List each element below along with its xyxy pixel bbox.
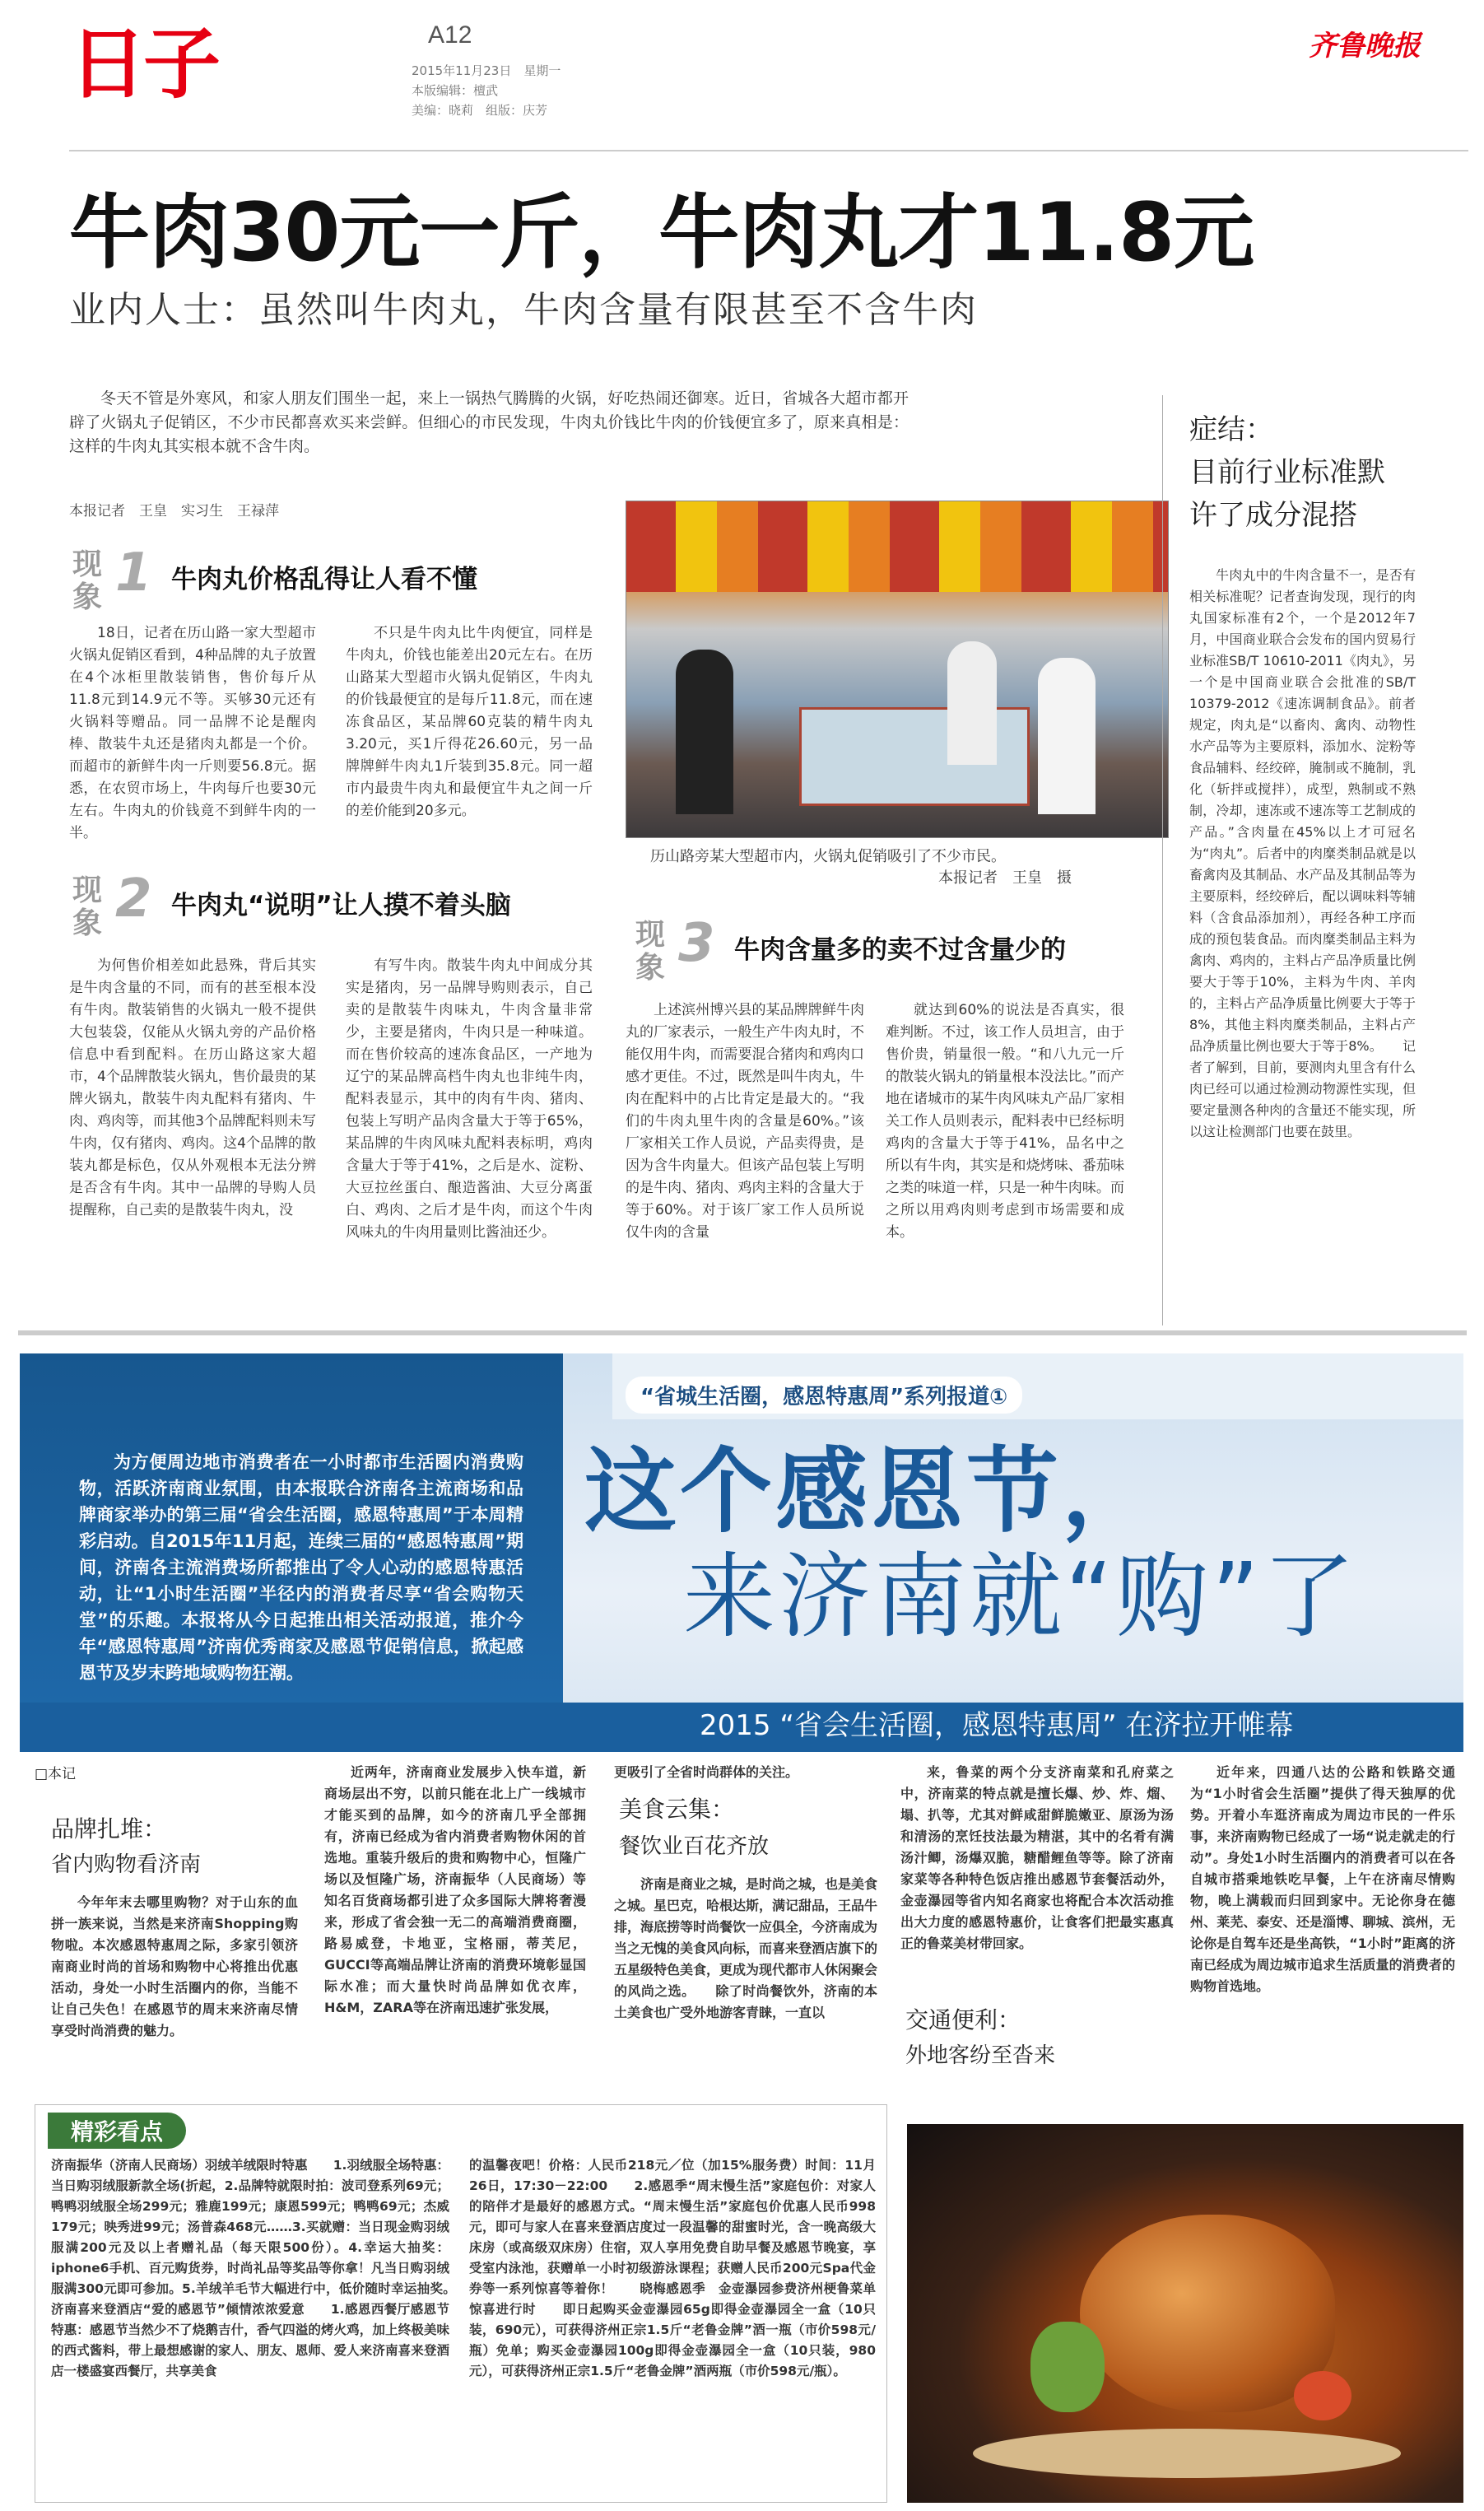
- section-1-col2: 不只是牛肉丸比牛肉便宜，同样是牛肉丸，价钱也能差出20元左右。在历山路某大型超市火锅丸促销区，牛肉丸的价钱最便宜的是每斤11.8元，而在速冻食品区，某品牌60克装的精牛肉丸3.20元，买1斤得花26.60元，另一品牌牌鲜牛肉丸1斤装到35.8元。同一超市内最贵牛肉丸和最便宜牛丸之间一斤的差价能到20多元。: [346, 625, 593, 819]
- page-number: A12: [428, 21, 472, 49]
- section-1-col1: 18日，记者在历山路一家大型超市火锅丸促销区看到，4种品牌的丸子放置在4个冰柜里散装销售，售价每斤从11.8元到14.9元不等。买够30元还有火锅料等赠品。同一品牌不论是醒肉棒、散装牛丸还是猪肉丸都是一个价。而超市的新鲜牛肉一斤则要56.8元。据悉，在农贸市场上，牛肉每斤也要30元左右。牛肉丸的价钱竟不到鲜牛肉的一半。: [69, 625, 316, 841]
- section-3-number: 3: [678, 913, 715, 974]
- highlights-header: 精彩看点: [48, 2113, 186, 2149]
- section-2-title: 牛肉丸“说明”让人摸不着头脑: [171, 891, 511, 920]
- section-3-title: 牛肉含量多的卖不过含量少的: [734, 935, 1066, 965]
- promo-byline: □本记: [35, 1766, 77, 1782]
- headline: 牛肉30元一斤，牛肉丸才11.8元: [69, 186, 1254, 280]
- promo-col5-body: 近年来，四通八达的公路和铁路交通为“1小时省会生活圈”提供了得天独厚的优势。开着小车逛济南成为周边市民的一件乐事，来济南购物已经成了一场“说走就走的行动”。身处1小时生活圈内的消费者可以在各自城市搭乘地铁吃早餐，上午在济南尽情购物，晚上满载而归回到家中。无论你身在德州、莱芜、泰安、还是淄博、聊城、滨州，无论你是自驾车还是坐高铁，“1小时”距离的济南已经成为周边城市追求生活质量的消费者的购物首选地。: [1190, 1764, 1455, 1994]
- promo-col3-lead: 更吸引了全省时尚群体的关注。: [614, 1764, 799, 1780]
- promo-title-2: 来济南就“购”了: [683, 1544, 1359, 1651]
- photo-caption: 历山路旁某大型超市内，火锅丸促销吸引了不少市民。: [650, 848, 1006, 865]
- section-2-tag: 现象: [72, 873, 102, 940]
- byline: 本报记者 王皇 实习生 王禄萍: [69, 503, 279, 519]
- section-3-col1: 上述滨州博兴县的某品牌牌鲜牛肉丸的厂家表示，一般生产牛肉丸时，不能仅用牛肉，而需要混合猪肉和鸡肉口感才更佳。不过，既然是叫牛肉丸，牛肉在配料中的占比肯定是最大的。“我们的牛肉丸里牛肉的含量是60%。”该厂家相关工作人员说，产品卖得贵，是因为含牛肉量大。但该产品包装上写明的是牛肉、猪肉、鸡肉主料的含量大于等于60%。对于该厂家工作人员所说仅牛肉的含量: [626, 1002, 864, 1241]
- section-1-tag: 现象: [72, 547, 102, 614]
- issue-date: 2015年11月23日 星期一: [412, 63, 561, 78]
- promo-col1-head2: 省内购物看济南: [51, 1852, 202, 1877]
- promo-col4-head2: 外地客纷至沓来: [905, 2043, 1056, 2068]
- promo-subtitle: 2015 “省会生活圈，感恩特惠周” 在济拉开帷幕: [700, 1709, 1294, 1742]
- promo-col3-body: 济南是商业之城，是时尚之城，也是美食之城。星巴克，哈根达斯，满记甜品，王品牛排，海底捞等时尚餐饮一应俱全，今济南成为当之无愧的美食风向标，而喜来登酒店旗下的五星级特色美食，更成为现代都市人休闲聚会的风尚之选。 除了时尚餐饮外，济南的本土美食也广受外地游客青睐，一直以: [614, 1876, 878, 2020]
- photo-credit: 本报记者 王皇 摄: [938, 869, 1072, 887]
- section-3-col2: 就达到60%的说法是否真实，很难判断。不过，该工作人员坦言，由于售价贵，销量很一般。“和八九元一斤的散装火锅丸的销量根本没法比。”而产地在诸城市的某牛肉风味丸产品厂家相关工作人员则表示，配料表中已经标明鸡肉的含量大于等于41%，品名中之所以有牛肉，其实是和烧烤味、番茄味之类的味道一样，只是一种牛肉味。而之所以用鸡肉则考虑到市场需要和成本。: [886, 1002, 1124, 1241]
- promo-intro: 为方便周边地市消费者在一小时都市生活圈内消费购物，活跃济南商业氛围，由本报联合济南各主流商场和品牌商家举办的第三届“省会生活圈，感恩特惠周”于本周精彩启动。自2015年11月起，连续三届的“感恩特惠周”期间，济南各主流消费场所都推出了令人心动的感恩特惠活动，让“1小时生活圈”半径内的消费者尽享“省会购物天堂”的乐趣。本报将从今日起推出相关活动报道，推介今年“感恩特惠周”济南优秀商家及感恩节促销信息，掀起感恩节及岁末跨地域购物狂潮。: [79, 1452, 523, 1683]
- section-1-title: 牛肉丸价格乱得让人看不懂: [171, 565, 477, 594]
- page-editor: 本版编辑：檀武: [412, 83, 499, 98]
- sidebar-label: 症结：: [1189, 413, 1273, 446]
- newspaper-name: 齐鲁晚报: [1309, 30, 1421, 63]
- section-1-number: 1: [115, 543, 152, 603]
- promo-series-tag: “省城生活圈，感恩特惠周”系列报道①: [626, 1377, 1022, 1414]
- roast-chicken-photo: [907, 2124, 1463, 2503]
- promo-title-1: 这个感恩节，: [584, 1438, 1157, 1545]
- page-logo: 日子: [69, 20, 218, 109]
- lead-paragraph: 冬天不管是外寒风，和家人朋友们围坐一起，来上一锅热气腾腾的火锅，好吃热闹还御寒。近日，省城各大超市都开辟了火锅丸子促销区，不少市民都喜欢买来尝鲜。但细心的市民发现，牛肉丸价钱比牛肉的价钱便宜多了，原来真相是：这样的牛肉丸其实根本就不含牛肉。: [69, 389, 909, 455]
- sidebar-body: 牛肉丸中的牛肉含量不一，是否有相关标准呢？记者查询发现，现行的肉丸国家标准有2个，一个是2012年7月，中国商业联合会发布的国内贸易行业标准SB/T 10610-2011《肉丸》，另一个是中国商业联合会批准的SB/T 10379-2012《速冻调制食品》。前者规定，肉丸是“以畜肉、禽肉、动物性水产品等为主要原料，添加水、淀粉等食品辅料、经绞碎，腌制或不腌制，乳化（斩拌或搅拌），成型，熟制或不熟制，冷却，速冻或不速冻等工艺制成的产品。”含肉量在45%以上才可冠名为“肉丸”。后者中的肉糜类制品就是以畜禽肉及其制品、水产品及其制品等为主要原料，经绞碎后，配以调味料等辅料（含食品添加剂），再经各种工序而成的预包装食品。而肉糜类制品主料为禽肉、鸡肉的，主料占产品净质量比例要大于等于10%，主料为牛肉、羊肉的，主料占产品净质量比例要大于等于8%，其他主料肉糜类制品，主料占产品净质量比例也要大于等于8%。 记者了解到，目前，要测肉丸里含有什么肉已经可以通过检测动物源性实现，但要定量测各种肉的含量还不能实现，所以这让检测部门也要在鼓里。: [1189, 567, 1416, 1139]
- page-designer: 美编：晓莉 组版：庆芳: [412, 103, 548, 118]
- promo-col3-head2: 餐饮业百花齐放: [619, 1834, 770, 1859]
- promo-col4-body: 来，鲁菜的两个分支济南菜和孔府菜之中，济南菜的特点就是擅长爆、炒、炸、熘、塌、扒等，尤其对鲜咸甜鲜脆嫩亚、原汤为汤和清汤的烹饪技法最为精湛，其中的名肴有满汤汁鲫，汤爆双脆，糖醋鲤鱼等等。除了济南家菜等各种特色饭店推出感恩节套餐活动外，金壶瀑园等省内知名商家也将配合本次活动推出大力度的感恩特惠价，让食客们把最实惠真正的鲁菜美材带回家。: [900, 1764, 1174, 1951]
- section-2-number: 2: [115, 869, 152, 929]
- promo-col4-head1: 交通便利：: [905, 2006, 1021, 2033]
- sidebar-title: 目前行业标准默许了成分混搭: [1189, 456, 1385, 532]
- section-2-col2: 有写牛肉。散装牛肉丸中间成分其实是猪肉，另一品牌导购则表示，自己卖的是散装牛肉味丸，牛肉含量非常少，主要是猪肉，牛肉只是一种味道。而在售价较高的速冻食品区，一产地为辽宁的某品牌高档牛肉丸也非纯牛肉，配料表显示，其中的肉有牛肉、猪肉、包装上写明产品肉含量大于等于65%，某品牌的牛肉风味丸配料表标明，鸡肉含量大于等于41%，之后是水、淀粉、大豆拉丝蛋白、酿造酱油、大豆分离蛋白、鸡肉、之后才是牛肉，而这个牛肉风味丸的牛肉用量则比酱油还少。: [346, 957, 593, 1241]
- header-rule: [69, 150, 1468, 151]
- headline-subtitle: 业内人士：虽然叫牛肉丸，牛肉含量有限甚至不含牛肉: [69, 289, 978, 331]
- promo-col2-body: 近两年，济南商业发展步入快车道，新商场层出不穷，以前只能在北上广一线城市才能买到的品牌，如今的济南几乎全部拥有，济南已经成为省内消费者购物休闲的首选地。重装升级后的贵和购物中心，恒隆广场以及恒隆广场，济南振华（人民商场）等知名百货商场都引进了众多国际大牌将奢漫来，形成了省会独一无二的高端消费商圈，路易威登，卡地亚，宝格丽，蒂芙尼，GUCCI等高端品牌让济南的消费环境彰显国际水准；而大量快时尚品牌如优衣库，H&M，ZARA等在济南迅速扩张发展，: [324, 1764, 586, 2015]
- promo-col1-body: 今年年末去哪里购物？对于山东的血拼一族来说，当然是来济南Shopping购物啦。本次感恩特惠周之际，多家引领济南商业时尚的首场和购物中心将推出优惠活动，身处一小时生活圈内的你，当能不让自己失色！在感恩节的周末来济南尽情享受时尚消费的魅力。: [51, 1894, 298, 2038]
- highlights-left: 济南振华（济南人民商场）羽绒羊绒限时特惠 1.羽绒服全场特惠：当日购羽绒服新款全场(折起，2.品牌特就限时拍：波司登系列69元；鸭鸭羽绒服全场299元；雅鹿199元；康恩599元；鸭鸭69元；杰威179元；映秀进99元；汤普森468元……3.买就赠：当日现金购羽绒服满200元及以上者赠礼品（每天限500份）。4.幸运大抽奖：iphone6手机、百元购货券，时尚礼品等奖品等你拿！凡当日购羽绒服满300元即可参加。5.羊绒羊毛节大幅进行中，低价随时幸运抽奖。 济南喜来登酒店“爱的感恩节”倾情浓浓爱意 1.感恩西餐厅感恩节特惠：感恩节当然少不了烧鹅吉什，香气四溢的烤火鸡，加上终极美味的西式酱料，带上最想感谢的家人、朋友、恩师、爱人来济南喜来登酒店一楼盛宴西餐厅，共享美食: [51, 2158, 476, 2378]
- market-photo: [626, 501, 1169, 838]
- promo-col1-head1: 品牌扎堆：: [51, 1815, 167, 1842]
- sidebar-divider: [1162, 395, 1163, 1325]
- article-rule: [18, 1330, 1467, 1335]
- section-3-tag: 现象: [635, 918, 665, 985]
- highlights-right: 的温馨夜吧！价格：人民币218元／位（加15%服务费）时间：11月26日，17:30－22:00 2.感恩季“周末慢生活”家庭包价：对家人的陪伴才是最好的感恩方式。“周末慢生活”家庭包价优惠人民币998元，即可与家人在喜来登酒店度过一段温馨的甜蜜时光，含一晚高级大床房（或高级双床房）住宿，双人享用免费自助早餐及感恩节晚宴，享受室内泳池，获赠单一小时初级游泳课程；获赠人民币200元Spa代金券等一系列惊喜等着你！ 晓梅感恩季 金壶瀑园参费济州梗鲁菜单惊喜进行时 即日起购买金壶瀑园65g即得金壶瀑园全一盒（10只装，690元），可获得济州正宗1.5斤“老鲁金牌”酒一瓶（市价598元/瓶）免单；购买金壶瀑园100g即得金壶瀑园全一盒（10只装，980元），可获得济州正宗1.5斤“老鲁金牌”酒两瓶（市价598元/瓶）。: [469, 2158, 876, 2378]
- section-2-col1: 为何售价相差如此悬殊，背后其实是牛肉含量的不同，而有的甚至根本没有牛肉。散装销售的火锅丸一般不提供大包装袋，仅能从火锅丸旁的产品价格信息中看到配料。在历山路这家大超市，4个品牌散装火锅丸，售价最贵的某牌火锅丸，散装牛肉丸配料有猪肉、牛肉、鸡肉等，而其他3个品牌配料则未写牛肉，仅有猪肉、鸡肉。这4个品牌的散装丸都是标色，仅从外观根本无法分辨是否含有牛肉。其中一品牌的导购人员提醒称，自己卖的是散装牛肉丸，没: [69, 957, 316, 1218]
- promo-col3-head1: 美食云集：: [619, 1796, 735, 1823]
